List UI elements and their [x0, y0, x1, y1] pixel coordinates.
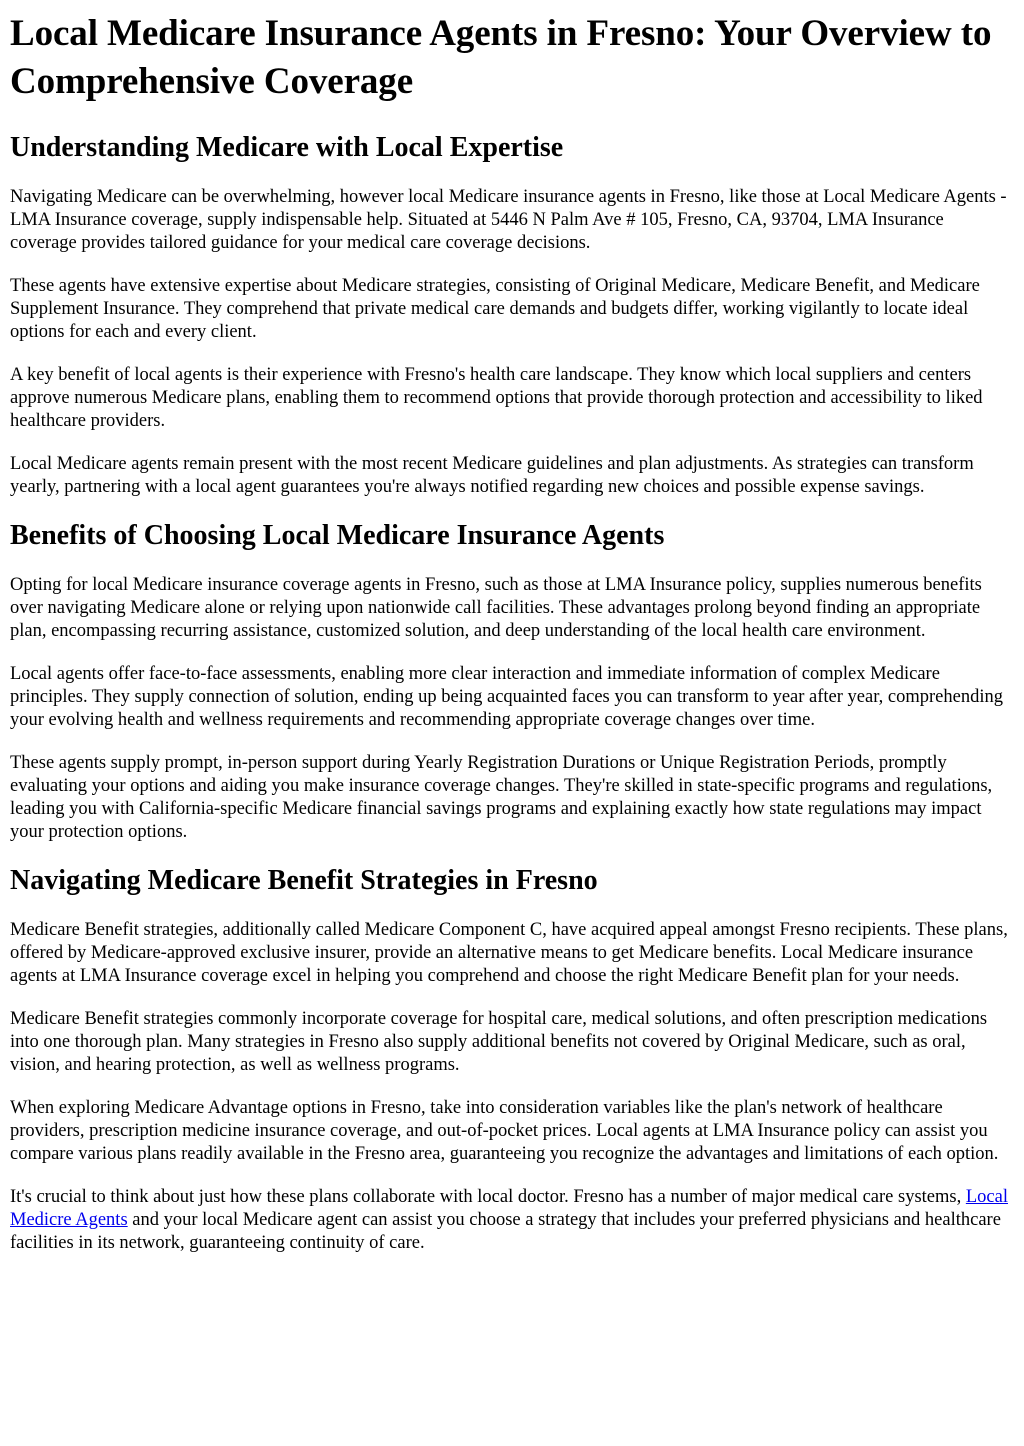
page-title: Local Medicare Insurance Agents in Fresno: Your Overview to Comprehensive Coverage [10, 13, 992, 102]
paragraph: When exploring Medicare Advantage options in Fresno, take into consideration variables like the plan's network of healthcare providers, prescription medicine insurance coverage, and out-of-pocket prices. Local agents at LMA Insurance policy can assist you compare various plans readily available in the Fresno area, guaranteeing you recognize the advantages and limitations of each option. [10, 1098, 999, 1164]
paragraph-text: It's crucial to think about just how these plans collaborate with local doctor. Fresno has a number of major medical care systems, [10, 1187, 966, 1207]
paragraph: Local agents offer face-to-face assessments, enabling more clear interaction and immediate information of complex Medicare principles. They supply connection of solution, ending up being acquainted faces you can transform to year after year, comprehending your evolving health and wellness requirements and recommending appropriate coverage changes over time. [10, 664, 1003, 730]
section-heading: Understanding Medicare with Local Expertise [10, 132, 564, 163]
paragraph: These agents supply prompt, in-person support during Yearly Registration Durations or Unique Registration Periods, promptly evaluating your options and aiding you make insurance coverage changes. They're skilled in state-specific programs and regulations, leading you with California-specific Medicare financial savings programs and explaining exactly how state regulations may impact your protection options. [10, 753, 993, 842]
paragraph: A key benefit of local agents is their experience with Fresno's health care landscape. They know which local suppliers and centers approve numerous Medicare plans, enabling them to recommend options that provide thorough protection and accessibility to liked healthcare providers. [10, 365, 983, 431]
section-benefits-of-local-agents [10, 519, 1014, 844]
section-medicare-benefit-strategies [10, 864, 1014, 1255]
paragraph-text: and your local Medicare agent can assist you choose a strategy that includes your preferred physicians and healthcare facilities in its network, guaranteeing continuity of care. [10, 1210, 1001, 1253]
paragraph: Medicare Benefit strategies, additionally called Medicare Component C, have acquired appeal amongst Fresno recipients. These plans, offered by Medicare-approved exclusive insurer, provide an alternative means to get Medicare benefits. Local Medicare insurance agents at LMA Insurance coverage excel in helping you comprehend and choose the right Medicare Benefit plan for your needs. [10, 920, 1008, 986]
paragraph: Local Medicare agents remain present with the most recent Medicare guidelines and plan adjustments. As strategies can transform yearly, partnering with a local agent guarantees you're always notified regarding new choices and possible expense savings. [10, 454, 974, 497]
paragraph-with-link [10, 1186, 1014, 1255]
section-heading: Benefits of Choosing Local Medicare Insurance Agents [10, 520, 665, 551]
paragraph: These agents have extensive expertise about Medicare strategies, consisting of Original Medicare, Medicare Benefit, and Medicare Supplement Insurance. They comprehend that private medical care demands and budgets differ, working vigilantly to locate ideal options for each and every client. [10, 276, 980, 342]
local-medicare-agents-link[interactable]: Local Medicre Agents [10, 1187, 1008, 1230]
paragraph: Opting for local Medicare insurance coverage agents in Fresno, such as those at LMA Insurance policy, supplies numerous benefits over navigating Medicare alone or relying upon nationwide call facilities. These advantages prolong beyond finding an appropriate plan, encompassing recurring assistance, customized solution, and deep understanding of the local health care environment. [10, 575, 982, 641]
paragraph: Navigating Medicare can be overwhelming, however local Medicare insurance agents in Fresno, like those at Local Medicare Agents - LMA Insurance coverage, supply indispensable help. Situated at 5446 N Palm Ave # 105, Fresno, CA, 93704, LMA Insurance coverage provides tailored guidance for your medical care coverage decisions. [10, 187, 1007, 253]
section-understanding-medicare [10, 131, 1014, 499]
paragraph: Medicare Benefit strategies commonly incorporate coverage for hospital care, medical solutions, and often prescription medications into one thorough plan. Many strategies in Fresno also supply additional benefits not covered by Original Medicare, such as oral, vision, and hearing protection, as well as wellness programs. [10, 1009, 988, 1075]
section-heading: Navigating Medicare Benefit Strategies in Fresno [10, 865, 598, 896]
